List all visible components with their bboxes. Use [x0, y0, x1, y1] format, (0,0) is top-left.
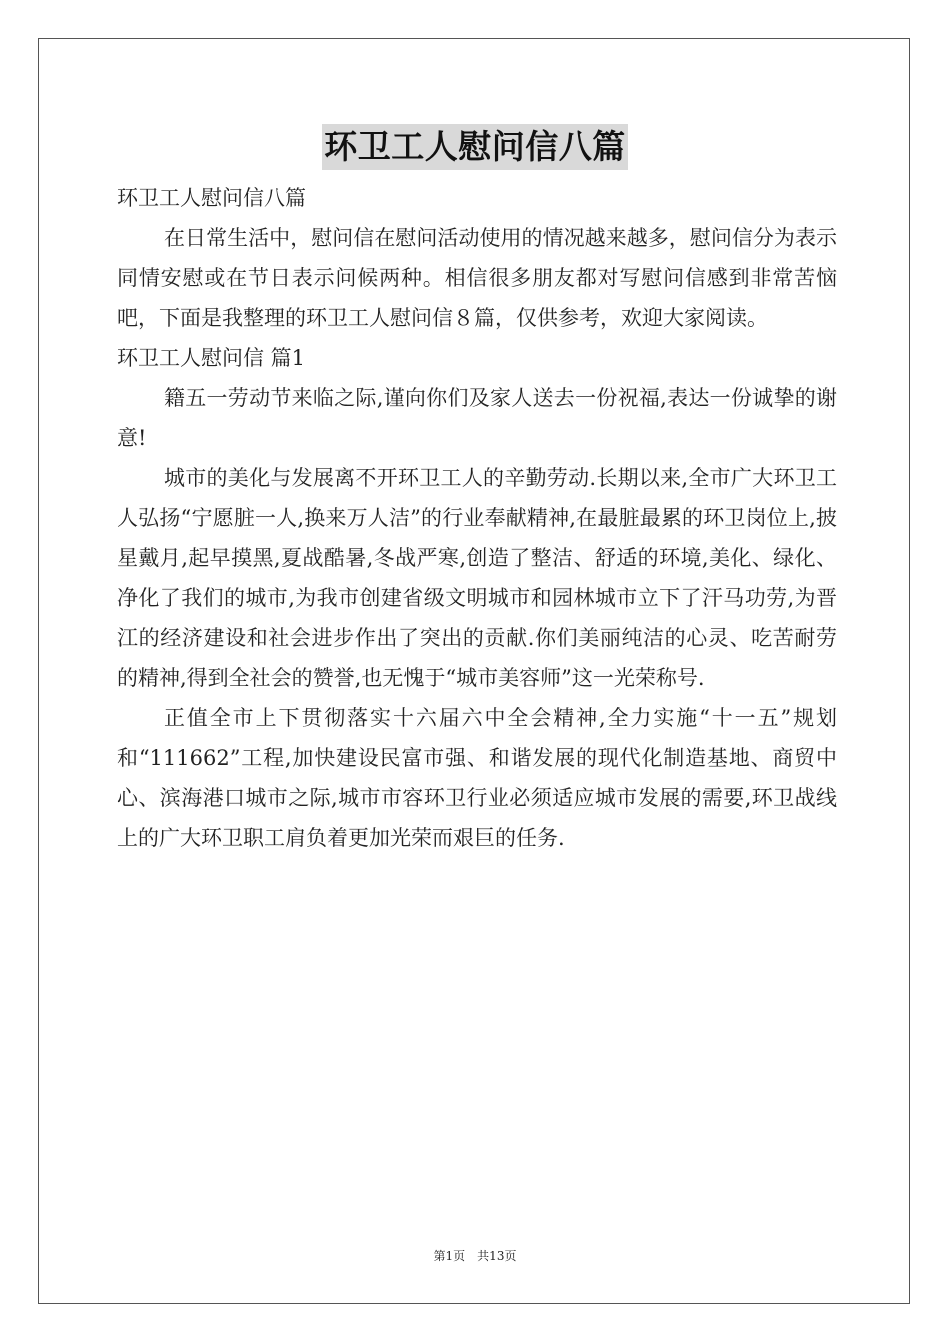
title-container — [0, 124, 950, 170]
body-paragraph: 正值全市上下贯彻落实十六届六中全会精神,全力实施“十一五”规划和“111662”工程,加快建设民富市强、和谐发展的现代化制造基地、商贸中心、滨海港口城市之际,城市市容环卫行业必须适应城市发展的需要,环卫战线上的广大环卫职工肩负着更加光荣而艰巨的任务. — [117, 706, 837, 850]
document-body — [117, 178, 837, 858]
document-title: 环卫工人慰问信八篇 — [322, 124, 628, 170]
body-paragraph: 城市的美化与发展离不开环卫工人的辛勤劳动.长期以来,全市广大环卫工人弘扬“宁愿脏一人,换来万人洁”的行业奉献精神,在最脏最累的环卫岗位上,披星戴月,起早摸黑,夏战酷暑,冬战严寒,创造了整洁、舒适的环境,美化、绿化、净化了我们的城市,为我市创建省级文明城市和园林城市立下了汗马功劳,为晋江的经济建设和社会进步作出了突出的贡献.你们美丽纯洁的心灵、吃苦耐劳的精神,得到全社会的赞誉,也无愧于“城市美容师”这一光荣称号. — [117, 466, 837, 690]
subtitle-line: 环卫工人慰问信八篇 — [117, 186, 306, 210]
body-paragraph: 籍五一劳动节来临之际,谨向你们及家人送去一份祝福,表达一份诚挚的谢意! — [117, 386, 837, 450]
section-heading: 环卫工人慰问信 篇1 — [117, 346, 306, 370]
intro-paragraph: 在日常生活中，慰问信在慰问活动使用的情况越来越多，慰问信分为表示同情安慰或在节日表示问候两种。相信很多朋友都对写慰问信感到非常苦恼吧，下面是我整理的环卫工人慰问信８篇，仅供参考，欢迎大家阅读。 — [117, 226, 837, 330]
page-number-footer: 第1页 共13页 — [433, 1249, 517, 1263]
